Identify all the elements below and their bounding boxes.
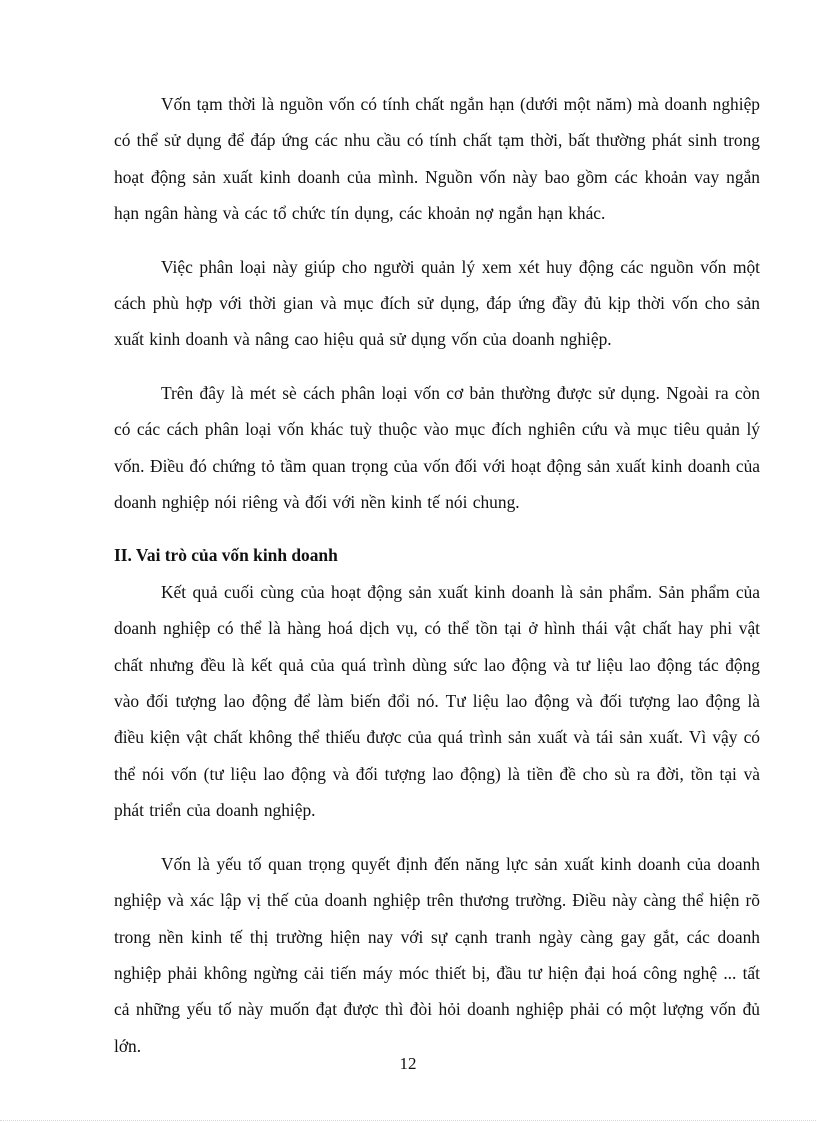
paragraph-gap <box>114 358 760 375</box>
section-heading: II. Vai trò của vốn kinh doanh <box>114 545 338 566</box>
paragraph-capital-importance: Vốn là yếu tố quan trọng quyết định đến năng lực sản xuất kinh doanh của doanh nghiệp và xác lập vị thế của doanh nghiệp trên thương trường. Điều này càng thể hiện rõ trong nền kinh tế thị trường hiện nay với sự cạnh tranh ngày càng gay gắt, các doanh nghiệp phải không ngừng cải tiến máy móc thiết bị, đầu tư hiện đại hoá công nghệ ... tất cả những yếu tố này muốn đạt được thì đòi hỏi doanh nghiệp phải có một lượng vốn đủ lớn. <box>114 853 760 1056</box>
paragraph-gap <box>114 520 760 537</box>
paragraph-classification-benefit: Việc phân loại này giúp cho người quản lý xem xét huy động các nguồn vốn một cách phù hợp với thời gian và mục đích sử dụng, đáp ứng đầy đủ kịp thời vốn cho sản xuất kinh doanh và nâng cao hiệu quả sử dụng vốn của doanh nghiệp. <box>114 256 760 350</box>
paragraph-classification-summary: Trên đây là mét sè cách phân loại vốn cơ bản thường được sử dụng. Ngoài ra còn có các cách phân loại vốn khác tuỳ thuộc vào mục đích nghiên cứu và mục tiêu quản lý vốn. Điều đó chứng tỏ tầm quan trọng của vốn đối với hoạt động sản xuất kinh doanh của doanh nghiệp nói riêng và đối với nền kinh tế nói chung. <box>114 382 760 513</box>
paragraph-gap <box>114 232 760 249</box>
paragraph-temporary-capital: Vốn tạm thời là nguồn vốn có tính chất ngắn hạn (dưới một năm) mà doanh nghiệp có thể sử dụng để đáp ứng các nhu cầu có tính chất tạm thời, bất thường phát sinh trong hoạt động sản xuất kinh doanh của mình. Nguồn vốn này bao gồm các khoản vay ngắn hạn ngân hàng và các tổ chức tín dụng, các khoản nợ ngắn hạn khác. <box>114 94 760 224</box>
page-bottom-rule <box>0 1120 816 1121</box>
page-number: 12 <box>399 1054 417 1073</box>
document-page <box>114 86 760 1064</box>
paragraph-business-result: Kết quả cuối cùng của hoạt động sản xuất kinh doanh là sản phẩm. Sản phẩm của doanh nghiệp có thể là hàng hoá dịch vụ, có thể tồn tại ở hình thái vật chất hay phi vật chất nhưng đều là kết quả của quá trình dùng sức lao động và tư liệu lao động tác động vào đối tượng lao động để làm biến đổi nó. Tư liệu lao động và đối tượng lao động là điều kiện vật chất không thể thiếu được của quá trình sản xuất và tái sản xuất. Vì vậy có thể nói vốn (tư liệu lao động và đối tượng lao động) là tiền đề cho sù ra đời, tồn tại và phát triển của doanh nghiệp. <box>114 581 760 821</box>
paragraph-gap <box>114 829 760 846</box>
